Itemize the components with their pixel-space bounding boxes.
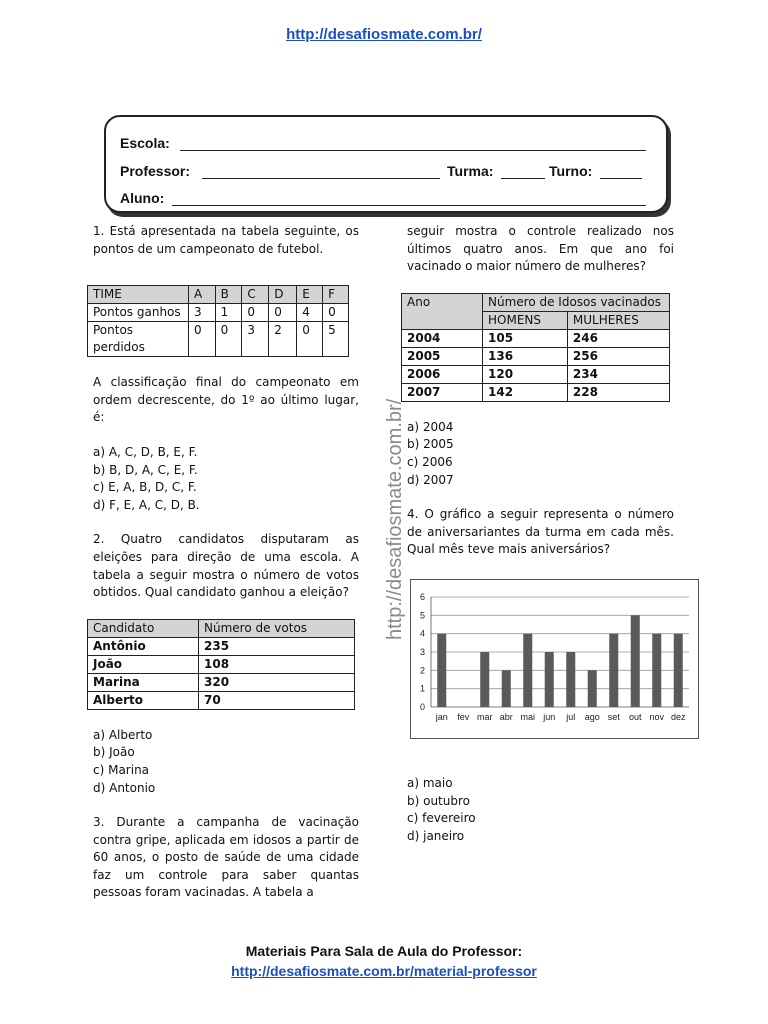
- bar: [523, 634, 532, 707]
- x-tick-label: mai: [520, 712, 536, 722]
- q1-cell: 3: [242, 322, 269, 357]
- side-watermark: http://desafiosmate.com.br/: [384, 398, 406, 640]
- q3-text-part1: 3. Durante a campanha de vacinação contra gripe, aplicada em idosos a partir de 60 anos, o posto de saúde de uma cidade faz um controle para saber quantas pessoas foram vacinadas. A tabela a: [93, 815, 359, 900]
- q1-row-label: Pontos perdidos: [88, 322, 189, 357]
- turma-label: Turma:: [447, 163, 494, 179]
- x-tick-label: jan: [435, 712, 448, 722]
- q1-option: d) F, E, A, C, D, B.: [93, 497, 200, 512]
- q2-cell: 108: [199, 655, 355, 673]
- q4-option: b) outubro: [407, 793, 470, 808]
- bar: [631, 615, 640, 707]
- x-tick-label: nov: [649, 712, 665, 722]
- bar: [480, 652, 489, 707]
- q4-option: c) fevereiro: [407, 811, 476, 826]
- bar: [545, 652, 554, 707]
- q2-cell: Marina: [88, 673, 199, 691]
- turno-line: [600, 178, 642, 179]
- q1-question: A classificação final do campeonato em ordem decrescente, do 1º ao último lugar, é:: [93, 375, 359, 425]
- q3-cell: 105: [483, 329, 568, 347]
- y-tick-label: 3: [419, 647, 425, 657]
- q3-option: d) 2007: [407, 472, 454, 487]
- footer-title: Materiais Para Sala de Aula do Professor:: [245, 943, 523, 959]
- escola-line: [180, 150, 646, 151]
- x-tick-label: abr: [499, 712, 513, 722]
- q3-text-part2: seguir mostra o controle realizado nos últimos quatro anos. Em que ano foi vacinado o maior número de mulheres?: [407, 224, 674, 274]
- q1-header-cell: A: [189, 286, 216, 304]
- bar: [437, 634, 446, 707]
- y-tick-label: 5: [419, 610, 425, 621]
- y-tick-label: 4: [419, 628, 425, 639]
- q3-cell: 142: [483, 383, 568, 401]
- q3-cell: 246: [567, 329, 669, 347]
- y-tick-label: 2: [419, 665, 425, 676]
- q2-table: [87, 619, 355, 710]
- bar: [609, 634, 618, 707]
- q3-option: c) 2006: [407, 454, 453, 469]
- q3-table: [401, 293, 670, 402]
- q4-option: a) maio: [407, 776, 453, 790]
- y-tick-label: 1: [419, 683, 425, 694]
- q3-option: b) 2005: [407, 437, 454, 452]
- x-tick-label: mar: [477, 712, 493, 722]
- q2-option: d) Antonio: [93, 780, 156, 795]
- q2-option: b) João: [93, 745, 135, 760]
- q1-cell: 0: [242, 304, 269, 322]
- y-tick-label: 6: [419, 592, 425, 602]
- bar: [652, 634, 661, 707]
- q2-cell: Alberto: [88, 691, 199, 709]
- turno-label: Turno:: [549, 163, 593, 179]
- q2-header-cell: Número de votos: [199, 619, 355, 637]
- q1-text: 1. Está apresentada na tabela seguinte, os pontos de um campeonato de futebol.: [93, 224, 359, 256]
- x-tick-label: fev: [457, 712, 470, 722]
- q2-option: a) Alberto: [93, 727, 153, 742]
- aluno-line: [172, 205, 646, 206]
- q1-header-cell: D: [269, 286, 297, 304]
- q2-cell: João: [88, 655, 199, 673]
- bar: [502, 670, 511, 707]
- x-tick-label: dez: [670, 712, 686, 722]
- q2-text: 2. Quatro candidatos disputaram as eleições para direção de uma escola. A tabela a seguir mostra o número de votos obtidos. Qual candidato ganhou a eleição?: [93, 532, 359, 600]
- q1-cell: 4: [297, 304, 323, 322]
- bar: [566, 652, 575, 707]
- y-tick-label: 0: [419, 702, 425, 712]
- professor-line: [202, 178, 440, 179]
- q1-header-cell: TIME: [88, 286, 189, 304]
- q2-cell: Antônio: [88, 637, 199, 655]
- footer-link[interactable]: http://desafiosmate.com.br/material-professor: [231, 963, 537, 979]
- q1-row-label: Pontos ganhos: [88, 304, 189, 322]
- q3-cell: 2007: [402, 383, 483, 401]
- escola-label: Escola:: [120, 135, 170, 151]
- q3-option: a) 2004: [407, 419, 454, 434]
- q3-cell: 2006: [402, 365, 483, 383]
- q3-header-men: HOMENS: [483, 311, 568, 329]
- q3-cell: 2004: [402, 329, 483, 347]
- q1-header-cell: F: [323, 286, 349, 304]
- x-tick-label: ago: [584, 712, 600, 722]
- q3-cell: 120: [483, 365, 568, 383]
- professor-label: Professor:: [120, 163, 191, 179]
- q3-cell: 256: [567, 347, 669, 365]
- turma-line: [501, 178, 545, 179]
- x-tick-label: out: [628, 712, 642, 722]
- q1-header-cell: C: [242, 286, 269, 304]
- bar: [674, 634, 683, 707]
- q2-cell: 320: [199, 673, 355, 691]
- birthdays-bar-chart: [410, 579, 699, 739]
- q1-cell: 0: [215, 322, 242, 357]
- q4-text: 4. O gráfico a seguir representa o número de aniversariantes da turma em cada mês. Qual mês teve mais aniversários?: [407, 507, 674, 557]
- q3-header-year: Ano: [402, 293, 483, 329]
- q3-cell: 228: [567, 383, 669, 401]
- q1-table: [87, 285, 349, 357]
- q4-option: d) janeiro: [407, 828, 465, 843]
- q1-cell: 0: [297, 322, 323, 357]
- bar: [588, 670, 597, 707]
- q1-option: a) A, C, D, B, E, F.: [93, 444, 198, 459]
- q1-cell: 1: [215, 304, 242, 322]
- q2-header-cell: Candidato: [88, 619, 199, 637]
- q3-cell: 136: [483, 347, 568, 365]
- x-tick-label: jul: [566, 712, 576, 722]
- q3-cell: 234: [567, 365, 669, 383]
- q1-option: c) E, A, B, D, C, F.: [93, 480, 197, 495]
- q1-cell: 0: [269, 304, 297, 322]
- x-tick-label: set: [607, 712, 620, 722]
- q2-option: c) Marina: [93, 762, 150, 777]
- q1-header-cell: B: [215, 286, 242, 304]
- top-site-link[interactable]: http://desafiosmate.com.br/: [286, 26, 482, 43]
- right-column: [407, 223, 674, 559]
- q1-cell: 0: [323, 304, 349, 322]
- q1-cell: 3: [189, 304, 216, 322]
- q4-options: [407, 775, 674, 845]
- q3-header-women: MULHERES: [567, 311, 669, 329]
- q1-cell: 5: [323, 322, 349, 357]
- left-column: [93, 223, 359, 902]
- q3-header-group: Número de Idosos vacinados: [483, 293, 670, 311]
- q1-header-cell: E: [297, 286, 323, 304]
- q2-cell: 235: [199, 637, 355, 655]
- q1-cell: 2: [269, 322, 297, 357]
- x-tick-label: jun: [543, 712, 556, 722]
- q3-cell: 2005: [402, 347, 483, 365]
- q1-option: b) B, D, A, C, E, F.: [93, 462, 198, 477]
- q1-cell: 0: [189, 322, 216, 357]
- student-info-box: [104, 115, 668, 213]
- chart-svg: [411, 580, 698, 738]
- q2-cell: 70: [199, 691, 355, 709]
- aluno-label: Aluno:: [120, 190, 165, 206]
